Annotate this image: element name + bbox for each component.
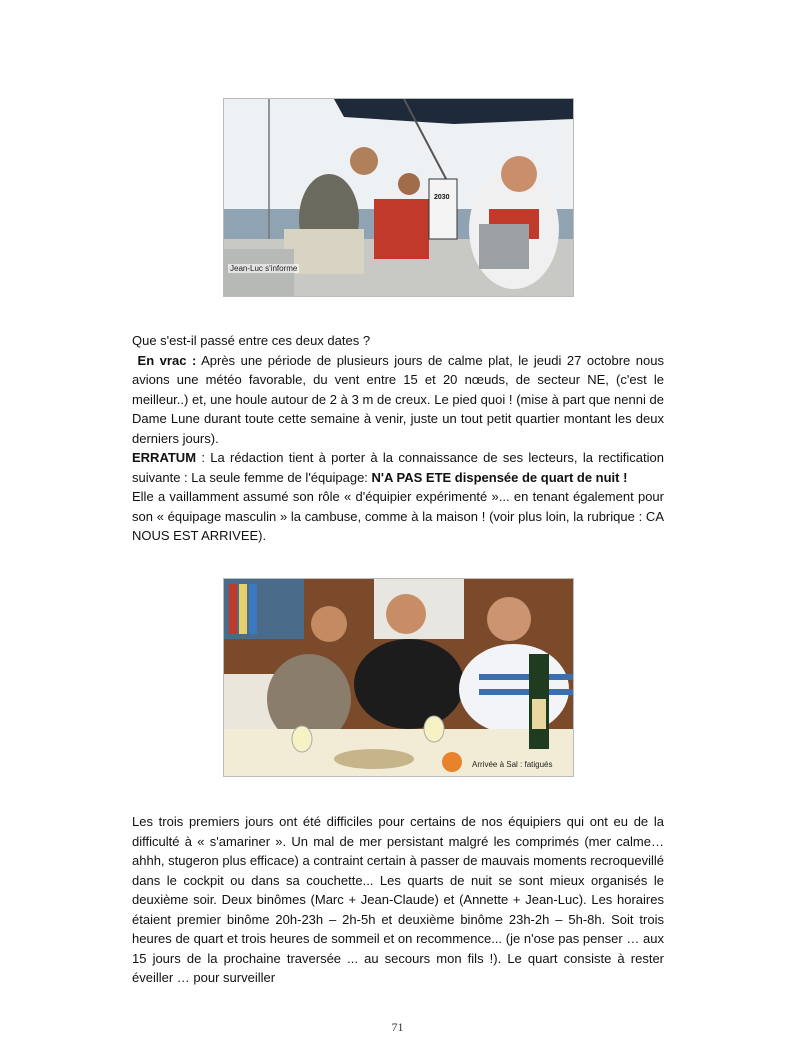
erratum-bold: N'A PAS ETE dispensée de quart de nuit ! bbox=[371, 469, 628, 485]
photo-cockpit bbox=[223, 98, 574, 297]
erratum-paragraph bbox=[132, 448, 664, 487]
crossing-section bbox=[132, 812, 664, 988]
page-number: 71 bbox=[391, 1020, 404, 1034]
erratum-lead: ERRATUM bbox=[132, 450, 197, 465]
photo-cockpit-caption: Jean-Luc s'informe bbox=[230, 264, 298, 273]
en-vrac-body: Après une période de plusieurs jours de calme plat, le jeudi 27 octobre nous avions une météo favorable, du vent entre 15 et 20 nœuds, de secteur NE, (c'est le meilleur..) et, une houle autour de 2 à 3 m de creux. Le pied quoi ! (mise à part que nenni de Dame Lune durant toute cette semaine à venir, juste un tout petit quartier montant les deux derniers jours). bbox=[132, 352, 664, 446]
seasickness-paragraph: Les trois premiers jours ont été difficiles pour certains de nos équipiers qui ont eu de la difficulté à « s'amariner ». Un mal de mer persistant malgré les comprimés (mer calme… ahhh, stugeron plus efficace) a contraint certain à passer de mauvais moments recroquevillé dans le cockpit ou dans sa couchette... Les quarts de nuit se sont mieux organisés le deuxième soir. Deux binômes (Marc + Jean-Claude) et (Annette + Jean-Luc). Les horaires étaient premier binôme 20h-23h – 2h-5h et deuxième binôme 23h-2h – 5h-8h. Soit trois heures de quart et trois heures de sommeil et on recommence... (je n'ose pas penser … aux 15 jours de la prochaine traversée ... au secours mon fils !). Le quart consiste à rester éveiller … pour surveiller bbox=[132, 814, 664, 985]
intro-section bbox=[132, 331, 664, 546]
svg-text:2030: 2030 bbox=[434, 194, 450, 201]
photo-arrival bbox=[223, 578, 574, 777]
role-paragraph: Elle a vaillamment assumé son rôle « d'équipier expérimenté »... en tenant également pour son « équipage masculin » la cambuse, comme à la maison ! (voir plus loin, la rubrique : CA NOUS EST ARRIVEE). bbox=[132, 489, 664, 543]
en-vrac-lead: En vrac : bbox=[137, 352, 197, 368]
en-vrac-paragraph bbox=[132, 351, 664, 449]
photo-arrival-caption: Arrivée à Sal : fatigués bbox=[472, 760, 553, 769]
erratum-body: : La rédaction tient à porter à la connaissance de ses lecteurs, la rectification suivante : La seule femme de l'équipage: bbox=[132, 450, 664, 485]
question-line: Que s'est-il passé entre ces deux dates ? bbox=[132, 333, 371, 348]
photo-arrival-image bbox=[224, 579, 573, 776]
